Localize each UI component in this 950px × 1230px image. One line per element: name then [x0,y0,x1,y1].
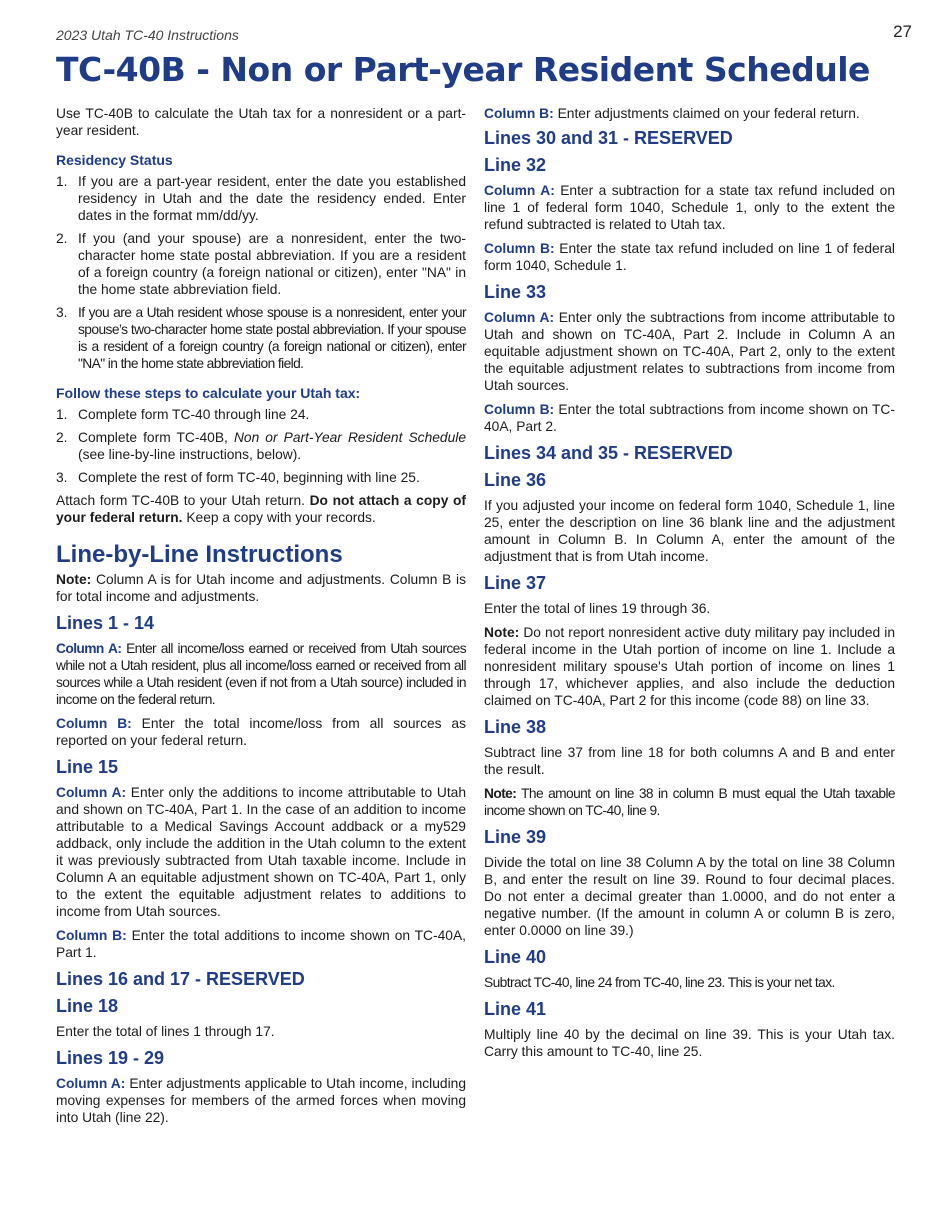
list-item [56,304,466,372]
lines-30-31-heading: Lines 30 and 31 - RESERVED [484,128,733,148]
column-a-label: Column A: [56,641,122,656]
column-a-label: Column A: [56,785,127,800]
line-40-heading: Line 40 [484,947,547,967]
line-36-text: If you adjusted your income on federal form 1040, Schedule 1, line 25, enter the description on line 36 blank line and the adjustment amount in Column B. In Column A, enter the amount of the adjustment that is from Utah income. [484,498,895,564]
line-18-text: Enter the total of lines 1 through 17. [56,1024,275,1039]
column-b-paragraph [484,105,895,122]
note-paragraph [484,624,895,709]
column-a-paragraph [484,182,895,233]
lines-1-14-heading: Lines 1 - 14 [56,613,155,633]
residency-status-heading: Residency Status [56,152,173,168]
paragraph-text: Enter the total income/loss from all sources as reported on your federal return. [56,716,466,748]
column-a-label: Column A: [484,183,555,198]
item-text: If you (and your spouse) are a nonresident, enter the two-character home state postal abbreviation. If you are a resident of a foreign country (a foreign national or citizen), enter "NA" in the home state abbreviation field. [78,231,466,297]
left-column [56,105,466,1133]
paragraph-text: Enter adjustments claimed on your federal return. [553,106,860,121]
steps-list [56,406,466,486]
column-b-label: Column B: [56,716,132,731]
item-text: If you are a part-year resident, enter the date you established residency in Utah and the date the residency ended. Enter dates in the format mm/dd/yy. [78,174,466,223]
note-paragraph [56,571,466,605]
paragraph-text: Enter all income/loss earned or received from Utah sources while not a Utah resident, plus all income/loss earned or received from all sources while a Utah resident (even if not from a Utah source) included in income on the federal return. [56,641,467,707]
intro-paragraph: Use TC-40B to calculate the Utah tax for a nonresident or a part-year resident. [56,106,466,138]
note-label: Note: [484,786,517,801]
note-paragraph [484,785,895,819]
page-number: 27 [893,22,912,41]
column-b-label: Column B: [484,402,555,417]
list-item [56,429,466,463]
list-item [56,173,466,224]
note-text: Do not report nonresident active duty military pay included in federal income in the Utah portion of income on line 1. Include a nonresident military spouse's Utah portion of income on lines 1 through 17, whichever applies, and also include the deduction claimed on TC-40A, Part 2 for this income (code 88) on line 33. [484,625,895,708]
item-number: 2. [56,430,68,445]
note-label: Note: [484,625,520,640]
schedule-name: Non or Part-Year Resident Schedule [233,430,466,445]
column-a-paragraph [56,1075,466,1126]
paragraph-text: Enter the total additions to income shown on TC-40A, Part 1. [56,928,466,960]
steps-heading: Follow these steps to calculate your Utah tax: [56,385,361,401]
item-text: Complete the rest of form TC-40, beginning with line 25. [78,470,420,485]
item-text: Complete form TC-40 through line 24. [78,407,310,422]
lines-19-29-heading: Lines 19 - 29 [56,1048,165,1068]
item-number: 3. [56,470,68,485]
column-b-label: Column B: [484,241,555,256]
lines-16-17-heading: Lines 16 and 17 - RESERVED [56,969,305,989]
attach-paragraph [56,492,466,526]
column-a-label: Column A: [484,310,555,325]
step-text: Complete form TC-40B, [78,430,234,445]
list-item [56,230,466,298]
paragraph-text: Enter the total subtractions from income shown on TC-40A, Part 2. [484,402,895,434]
line-40-text: Subtract TC-40, line 24 from TC-40, line 23. This is your net tax. [484,975,835,990]
line-41-heading: Line 41 [484,999,547,1019]
lines-34-35-heading: Lines 34 and 35 - RESERVED [484,443,733,463]
line-15-heading: Line 15 [56,757,119,777]
column-a-paragraph [56,640,466,708]
line-39-heading: Line 39 [484,827,547,847]
page-title: TC-40B - Non or Part-year Resident Schedule [56,50,870,89]
line-by-line-heading: Line-by-Line Instructions [56,541,343,568]
column-b-paragraph [484,240,895,274]
item-text [78,429,466,463]
column-b-paragraph [56,715,466,749]
paragraph-text: Enter the state tax refund included on line 1 of federal form 1040, Schedule 1. [484,241,895,273]
note-text: Column A is for Utah income and adjustments. Column B is for total income and adjustments. [56,572,466,604]
item-number: 3. [56,305,68,320]
column-b-paragraph [484,401,895,435]
right-column [484,105,895,1067]
item-number: 1. [56,174,68,189]
attach-text: Attach form TC-40B to your Utah return. [56,493,310,508]
line-32-heading: Line 32 [484,155,547,175]
list-item [56,469,466,486]
document-header: 2023 Utah TC-40 Instructions [56,27,239,43]
line-41-text: Multiply line 40 by the decimal on line 39. This is your Utah tax. Carry this amount to TC-40, line 25. [484,1027,895,1059]
line-38-text: Subtract line 37 from line 18 for both columns A and B and enter the result. [484,745,895,777]
line-18-heading: Line 18 [56,996,119,1016]
paragraph-text: Enter only the subtractions from income attributable to Utah and shown on TC-40A, Part 2. Include in Column A an equitable adjustment shown on TC-40A, Part 2, only to the extent the equitable adjustment relates to subtractions from income from Utah sources. [484,310,896,393]
column-b-label: Column B: [484,106,554,121]
item-number: 2. [56,231,68,246]
step-text: (see line-by-line instructions, below). [78,447,302,462]
column-b-label: Column B: [56,928,127,943]
item-text: If you are a Utah resident whose spouse is a nonresident, enter your spouse’s two-character home state postal abbreviation. If your spouse is a resident of a foreign country (a foreign national or citizen), enter "NA" in the home state abbreviation field. [78,305,466,371]
paragraph-text: Enter a subtraction for a state tax refund included on line 1 of federal form 1040, Schedule 1, only to the extent the refund subtracted is related to Utah tax. [484,183,895,232]
note-label: Note: [56,572,92,587]
column-a-paragraph [56,784,466,920]
line-33-heading: Line 33 [484,282,547,302]
column-b-paragraph [56,927,466,961]
line-37-heading: Line 37 [484,573,547,593]
attach-text: Keep a copy with your records. [182,510,376,525]
line-38-heading: Line 38 [484,717,547,737]
paragraph-text: Enter adjustments applicable to Utah income, including moving expenses for members of the armed forces when moving into Utah (line 22). [56,1076,466,1125]
note-text: The amount on line 38 in column B must equal the Utah taxable income shown on TC-40, line 9. [484,786,895,818]
column-a-label: Column A: [56,1076,126,1091]
residency-list [56,173,466,372]
line-37-text: Enter the total of lines 19 through 36. [484,601,711,616]
list-item [56,406,466,423]
line-36-heading: Line 36 [484,470,547,490]
paragraph-text: Enter only the additions to income attributable to Utah and shown on TC-40A, Part 1. In the case of an addition to income attributable to a Medical Savings Account addback or a my529 addback, only include the addition in the Utah column to the extent it was previously subtracted from Utah taxable income. Include in Column A an equitable adjustment shown on TC-40A, Part 1, only to the extent the equitable adjustment relates to additions to income from Utah sources. [56,785,467,919]
attach-warning: Do not attach a copy of your federal return. [56,493,466,525]
line-39-text: Divide the total on line 38 Column A by the total on line 38 Column B, and enter the result on line 39. Round to four decimal places. Do not enter a decimal greater than 1.0000, and do not enter a negative number. (If the amount in column A or column B is zero, enter 0.0000 on line 39.) [484,855,895,938]
column-a-paragraph [484,309,895,394]
item-number: 1. [56,407,68,422]
